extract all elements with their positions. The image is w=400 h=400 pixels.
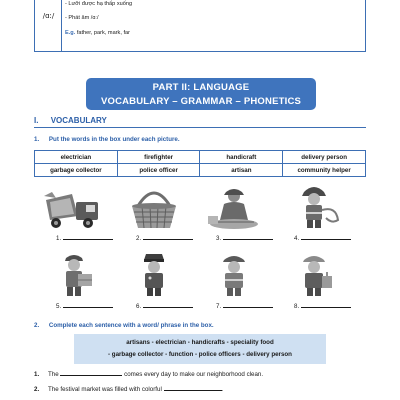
word-cell: electrician <box>35 151 118 164</box>
sentence-blank[interactable] <box>60 372 122 376</box>
picture-number: 8. <box>294 303 300 310</box>
phonetics-rule-1: - Lưỡi được hạ thấp xuống <box>65 1 133 7</box>
picture-number: 5. <box>56 303 62 310</box>
picture-label <box>56 235 113 242</box>
sentence-number: 1. <box>34 371 40 378</box>
sentence-before: The festival market was filled with colorful <box>48 386 162 393</box>
picture-label <box>216 235 273 242</box>
word-box <box>34 150 366 177</box>
task-2-instruction <box>34 322 214 329</box>
picture-label <box>216 303 273 310</box>
phonetics-example <box>65 30 130 37</box>
sentence-2 <box>34 386 223 393</box>
task-1-number: 1. <box>34 136 40 143</box>
police-officer-icon <box>122 252 186 298</box>
electrician-icon <box>282 252 346 298</box>
word-cell: police officer <box>117 164 200 177</box>
delivery-person-icon <box>42 252 106 298</box>
picture-number: 3. <box>216 235 222 242</box>
picture-number: 7. <box>216 303 222 310</box>
basket-icon <box>122 186 186 232</box>
picture-number: 2. <box>136 235 142 242</box>
answer-blank[interactable] <box>143 304 193 308</box>
word-cell: community helper <box>283 164 366 177</box>
section-underline <box>34 127 366 128</box>
phrase-box-line-1: artisans - electrician - handicrafts - speciality food <box>126 339 274 346</box>
word-cell: firefighter <box>117 151 200 164</box>
word-cell: artisan <box>200 164 283 177</box>
picture-label <box>294 235 351 242</box>
answer-blank[interactable] <box>223 304 273 308</box>
picture-label <box>56 303 113 310</box>
task-2-number: 2. <box>34 322 40 329</box>
sentence-before: The <box>48 371 59 378</box>
banner-subtitle: VOCABULARY – GRAMMAR – PHONETICS <box>100 96 302 107</box>
sentence-number: 2. <box>34 386 40 393</box>
garbage-truck-icon <box>42 186 106 232</box>
example-label: E.g. <box>65 30 76 36</box>
sentence-after: comes every day to make our neighborhood clean. <box>124 371 264 378</box>
artisan-weaving-icon <box>202 186 266 232</box>
sentence-blank[interactable] <box>164 387 222 391</box>
phrase-box <box>74 334 326 364</box>
picture-number: 6. <box>136 303 142 310</box>
picture-number: 4. <box>294 235 300 242</box>
section-heading <box>34 116 107 125</box>
answer-blank[interactable] <box>301 236 351 240</box>
phonetics-rule-2: - Phát âm /ɑː/ <box>65 15 99 21</box>
phonetics-table <box>34 0 366 52</box>
phonetic-symbol: /ɑː/ <box>42 12 55 20</box>
word-cell: garbage collector <box>35 164 118 177</box>
sentence-after: . <box>221 386 224 393</box>
sentence-1 <box>34 371 263 378</box>
example-words: father, park, mark, far <box>76 30 130 36</box>
firefighter-icon <box>282 184 346 230</box>
picture-number: 1. <box>56 235 62 242</box>
answer-blank[interactable] <box>63 304 113 308</box>
banner-title: PART II: LANGUAGE <box>152 82 250 93</box>
picture-label <box>294 303 351 310</box>
word-box-row <box>35 164 366 177</box>
section-number: I. <box>34 116 39 125</box>
task-1-instruction <box>34 136 180 143</box>
phonetics-symbol-cell <box>35 0 62 51</box>
garbage-collector-icon <box>202 252 266 298</box>
word-cell: handicraft <box>200 151 283 164</box>
word-box-row <box>35 151 366 164</box>
section-title: VOCABULARY <box>50 116 107 125</box>
answer-blank[interactable] <box>143 236 193 240</box>
word-cell: delivery person <box>283 151 366 164</box>
phrase-box-line-2: - garbage collector - function - police officers - delivery person <box>108 351 292 358</box>
answer-blank[interactable] <box>63 236 113 240</box>
answer-blank[interactable] <box>223 236 273 240</box>
picture-label <box>136 303 193 310</box>
task-1-text: Put the words in the box under each picture. <box>48 136 180 143</box>
task-2-text: Complete each sentence with a word/ phrase in the box. <box>48 322 214 329</box>
picture-label <box>136 235 193 242</box>
answer-blank[interactable] <box>301 304 351 308</box>
part-banner <box>86 78 316 110</box>
